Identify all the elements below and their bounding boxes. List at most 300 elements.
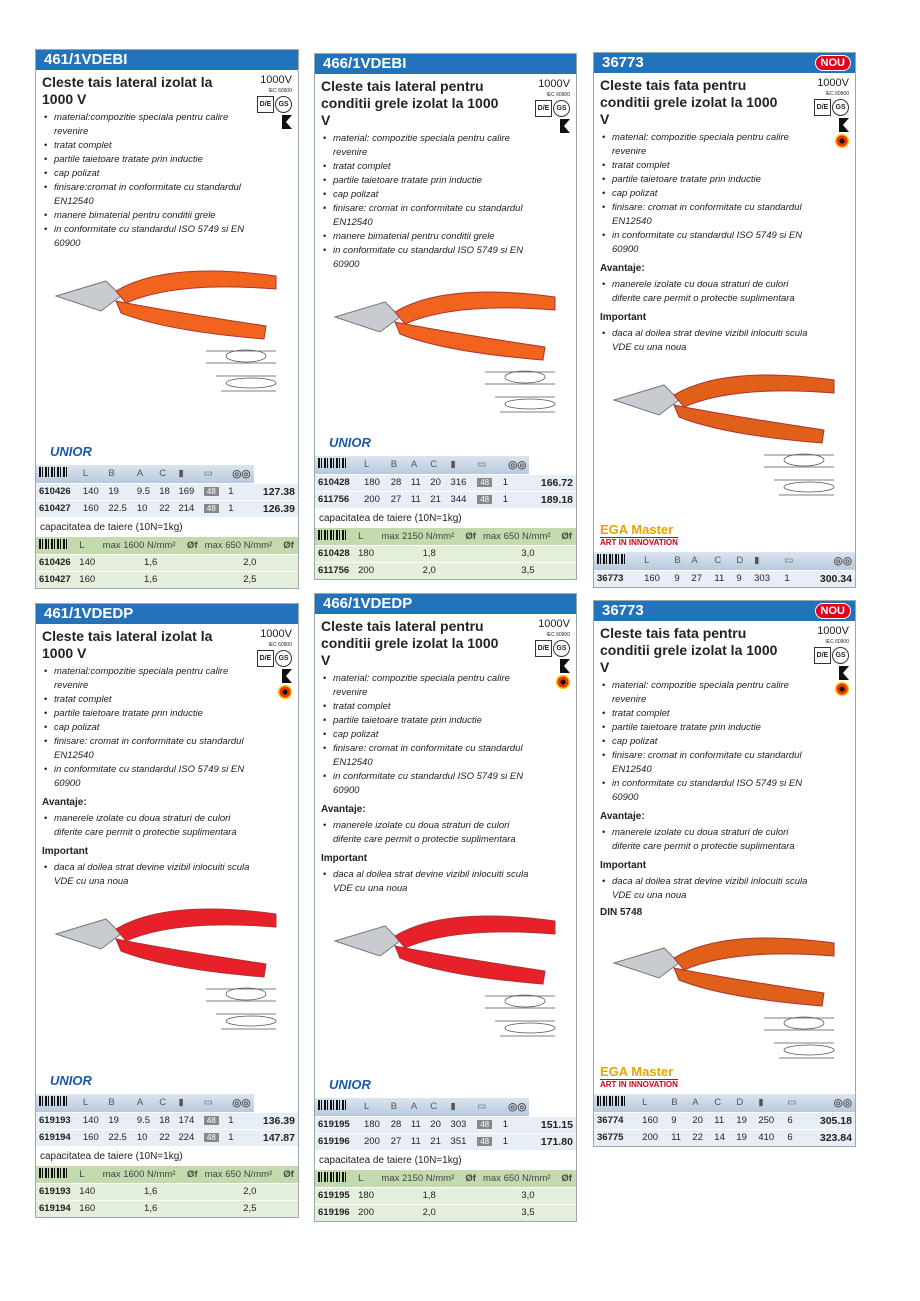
- spec-value: 9.5: [134, 483, 156, 500]
- new-badge: NOU: [815, 55, 851, 71]
- spec-row: [594, 1112, 855, 1129]
- spec-header: L: [639, 1094, 668, 1112]
- price: 323.84: [804, 1129, 855, 1146]
- article-number: 610426: [36, 554, 76, 571]
- weight-icon: ▮: [175, 1094, 200, 1112]
- price-icon: ◎◎: [802, 552, 855, 570]
- product-info: [315, 74, 576, 272]
- feature-item: • tratat complet: [321, 160, 531, 174]
- package-icon: ▭: [784, 1094, 804, 1112]
- unior-logo: UNIOR: [50, 444, 92, 459]
- spec-value: [474, 1133, 500, 1150]
- feature-item: • in conformitate cu standardul ISO 5749 si EN 60900: [321, 244, 531, 272]
- section-heading: Important: [42, 846, 89, 857]
- price: 136.39: [254, 1112, 298, 1129]
- article-number: 611756: [315, 491, 361, 508]
- product-code: 461/1VDEDP: [44, 605, 134, 622]
- hard-wire-diameter: 1,6: [100, 1183, 202, 1200]
- spec-header: B: [105, 1094, 134, 1112]
- cutting-header: max 2150 N/mm²: [378, 528, 462, 545]
- spec-row: [315, 474, 576, 491]
- spec-value: [474, 1116, 500, 1133]
- ega-master-logo: [600, 522, 678, 548]
- hard-wire-diameter: 1,6: [100, 554, 202, 571]
- spec-value: 28: [388, 474, 408, 491]
- spec-value: 11: [711, 1112, 733, 1129]
- feature-item: • in conformitate cu standardul ISO 5749 si EN 60900: [321, 770, 531, 798]
- barcode-icon: [315, 1170, 355, 1187]
- spec-value: 6: [784, 1112, 804, 1129]
- spec-value: [201, 500, 225, 517]
- certification-icons: [252, 74, 292, 129]
- article-number: 619194: [36, 1200, 76, 1217]
- feature-item: • partile taietoare tratate prin inductie: [42, 707, 252, 721]
- spec-value: 18: [156, 1112, 175, 1129]
- cutting-header: max 650 N/mm²: [202, 537, 281, 554]
- spec-value: 19: [733, 1129, 755, 1146]
- product-image: [594, 355, 855, 552]
- barcode-icon: [597, 554, 625, 564]
- cutting-table: [315, 528, 576, 579]
- product-code: 466/1VDEBI: [323, 55, 407, 72]
- barcode-icon: [36, 1094, 80, 1112]
- vde-gs-icons: [257, 96, 292, 113]
- spec-value: 9: [671, 570, 688, 587]
- ega-tagline: ART IN INNOVATION: [600, 1080, 678, 1089]
- spec-value: 22: [156, 1129, 175, 1146]
- cutting-capacity-label: capacitatea de taiere (10N=1kg): [40, 522, 183, 533]
- price: 305.18: [804, 1112, 855, 1129]
- barcode-icon: [318, 1100, 346, 1110]
- product-header: [594, 53, 855, 73]
- feature-item: • material: compozitie speciala pentru calire revenire: [600, 131, 810, 159]
- feature-item: • finisare:cromat in conformitate cu standardul EN12540: [42, 181, 252, 209]
- feature-item: • tratat complet: [42, 693, 252, 707]
- section-list: [321, 868, 531, 896]
- feature-item: • cap polizat: [321, 188, 531, 202]
- unior-logo: UNIOR: [329, 435, 371, 450]
- feature-item: • material: compozitie speciala pentru calire revenire: [321, 132, 531, 160]
- product-panel: [593, 52, 856, 588]
- price-icon: ◎◎: [804, 1094, 855, 1112]
- feature-item: • tratat complet: [600, 159, 810, 173]
- feature-item: • partile taietoare tratate prin inductie: [600, 173, 810, 187]
- spec-value: 1: [500, 491, 530, 508]
- spec-row: [36, 1112, 298, 1129]
- vde-icon: D/E: [257, 650, 274, 667]
- spec-header: L: [641, 552, 671, 570]
- product-info: [594, 621, 855, 918]
- vde-gs-icons: [257, 650, 292, 667]
- product-header: [315, 594, 576, 614]
- voltage-rating-icon: 1000V: [538, 618, 570, 630]
- spec-value: 1: [225, 1112, 253, 1129]
- product-header: [594, 601, 855, 621]
- pliers-illustration: [46, 889, 286, 1094]
- price: 127.38: [254, 483, 298, 500]
- pliers-illustration: [325, 272, 565, 456]
- article-number: 610428: [315, 545, 355, 562]
- spec-row: [36, 500, 298, 517]
- gs-icon: GS: [553, 640, 570, 657]
- spec-value: 1: [225, 1129, 253, 1146]
- gs-icon: GS: [275, 650, 292, 667]
- spec-header: B: [388, 1098, 408, 1116]
- spec-value: 180: [361, 1116, 388, 1133]
- section-heading: Avantaje:: [600, 811, 645, 822]
- section-heading: Avantaje:: [42, 797, 87, 808]
- barcode-icon: [36, 465, 80, 483]
- vde-gs-icons: [814, 99, 849, 116]
- section-list: [42, 861, 252, 889]
- spec-value: 200: [361, 1133, 388, 1150]
- spec-header: L: [80, 1094, 105, 1112]
- german-flag-icon: [556, 675, 570, 689]
- spec-value: 22.5: [105, 1129, 134, 1146]
- spec-value: 1: [225, 500, 253, 517]
- cutting-header-row: [36, 537, 298, 554]
- box-quantity-badge: 48: [204, 487, 219, 496]
- cutting-capacity-label: capacitatea de taiere (10N=1kg): [40, 1151, 183, 1162]
- section-item: • daca al doilea strat devine vizibil inlocuiti scula VDE cu una noua: [600, 875, 810, 903]
- length-value: 160: [76, 1200, 99, 1217]
- spec-header: L: [80, 465, 105, 483]
- feature-item: • tratat complet: [600, 707, 810, 721]
- vde-icon: D/E: [257, 96, 274, 113]
- soft-wire-diameter: 3,5: [480, 1204, 576, 1221]
- spec-value: 10: [134, 1129, 156, 1146]
- cutting-row: [315, 1204, 576, 1221]
- product-info: [36, 70, 298, 251]
- soft-wire-diameter: 3,0: [480, 1187, 576, 1204]
- spec-value: 140: [80, 483, 105, 500]
- spec-value: 200: [361, 491, 388, 508]
- standard-label: IEC 60900: [825, 91, 849, 97]
- soft-wire-diameter: 2,5: [202, 571, 298, 588]
- cutting-header: Øf: [462, 1170, 480, 1187]
- section-item: • manerele izolate cu doua straturi de culori diferite care permit o protectie suplimentara: [600, 278, 810, 306]
- weight-icon: ▮: [448, 456, 475, 474]
- feature-list: [321, 132, 531, 272]
- spec-value: 11: [668, 1129, 689, 1146]
- cutting-header-row: [315, 1170, 576, 1187]
- spec-value: 21: [427, 491, 447, 508]
- product-code: 466/1VDEDP: [323, 595, 413, 612]
- article-number: 619193: [36, 1112, 80, 1129]
- spec-value: 224: [175, 1129, 200, 1146]
- product-info: [594, 73, 855, 355]
- weight-icon: ▮: [175, 465, 200, 483]
- spec-value: 160: [639, 1112, 668, 1129]
- certification-icons: [809, 77, 849, 148]
- hard-wire-diameter: 2,0: [378, 562, 480, 579]
- length-value: 140: [76, 554, 99, 571]
- feature-list: [42, 111, 252, 251]
- spec-value: 6: [784, 1129, 804, 1146]
- spec-header: A: [688, 552, 711, 570]
- spec-value: 20: [427, 1116, 447, 1133]
- cutting-table: [36, 1166, 298, 1217]
- cutting-header: max 650 N/mm²: [480, 1170, 558, 1187]
- section-heading: Avantaje:: [321, 804, 366, 815]
- spec-value: 9.5: [134, 1112, 156, 1129]
- feature-item: • finisare: cromat in conformitate cu standardul EN12540: [600, 749, 810, 777]
- feature-list: [321, 672, 531, 798]
- standard-label: IEC 60900: [268, 642, 292, 648]
- vde-icon: D/E: [814, 99, 831, 116]
- spec-value: 21: [427, 1133, 447, 1150]
- cutting-header: Øf: [184, 537, 202, 554]
- standard-label: IEC 60900: [546, 632, 570, 638]
- feature-item: • manere bimaterial pentru conditii grele: [321, 230, 531, 244]
- feature-item: • material:compozitie speciala pentru calire revenire: [42, 111, 252, 139]
- cutting-header: max 650 N/mm²: [202, 1166, 281, 1183]
- ega-tagline: ART IN INNOVATION: [600, 538, 678, 547]
- barcode-icon: [39, 1096, 67, 1106]
- certification-icons: [809, 625, 849, 696]
- k-mark-icon: [839, 666, 849, 680]
- cutting-row: [36, 554, 298, 571]
- vde-gs-icons: [535, 640, 570, 657]
- section-item: • manerele izolate cu doua straturi de culori diferite care permit o protectie suplimentara: [321, 819, 531, 847]
- feature-item: • material: compozitie speciala pentru calire revenire: [600, 679, 810, 707]
- spec-header: C: [156, 1094, 175, 1112]
- article-number: 611756: [315, 562, 355, 579]
- section-item: • daca al doilea strat devine vizibil inlocuiti scula VDE cu una noua: [42, 861, 252, 889]
- feature-list: [600, 131, 810, 257]
- soft-wire-diameter: 3,5: [480, 562, 576, 579]
- certification-icons: [252, 628, 292, 699]
- barcode-icon: [36, 537, 76, 554]
- feature-item: • partile taietoare tratate prin inductie: [321, 174, 531, 188]
- hard-wire-diameter: 1,8: [378, 1187, 480, 1204]
- german-flag-icon: [835, 682, 849, 696]
- cutting-header: Øf: [184, 1166, 202, 1183]
- barcode-icon: [597, 1096, 625, 1106]
- feature-item: • finisare: cromat in conformitate cu standardul EN12540: [42, 735, 252, 763]
- ega-master-logo: [600, 1064, 678, 1090]
- feature-item: • partile taietoare tratate prin inductie: [321, 714, 531, 728]
- price-icon: ◎◎: [225, 1094, 253, 1112]
- barcode-icon: [315, 528, 355, 545]
- gs-icon: GS: [832, 99, 849, 116]
- box-quantity-badge: 48: [477, 1137, 492, 1146]
- package-icon: ▭: [474, 456, 500, 474]
- spec-value: 11: [408, 491, 427, 508]
- box-quantity-badge: 48: [477, 478, 492, 487]
- section-heading: Avantaje:: [600, 263, 645, 274]
- cutting-capacity-label: capacitatea de taiere (10N=1kg): [319, 1155, 462, 1166]
- spec-value: 1: [500, 1133, 530, 1150]
- feature-item: • finisare: cromat in conformitate cu standardul EN12540: [321, 202, 531, 230]
- ega-brand: EGA Master: [600, 1064, 674, 1079]
- ega-brand: EGA Master: [600, 522, 674, 537]
- spec-header-row: [315, 456, 576, 474]
- section-item: • manerele izolate cu doua straturi de culori diferite care permit o protectie suplimentara: [600, 826, 810, 854]
- feature-item: • in conformitate cu standardul ISO 5749 si EN 60900: [42, 763, 252, 791]
- article-number: 610427: [36, 571, 76, 588]
- spec-value: 9: [668, 1112, 689, 1129]
- k-mark-icon: [560, 119, 570, 133]
- weight-icon: ▮: [755, 1094, 784, 1112]
- article-number: 619193: [36, 1183, 76, 1200]
- product-title: Cleste tais lateral pentru conditii grele izolat la 1000 V: [321, 78, 499, 128]
- package-icon: ▭: [781, 552, 802, 570]
- spec-value: 10: [134, 500, 156, 517]
- feature-item: • manere bimaterial pentru conditii grele: [42, 209, 252, 223]
- standard-note: DIN 5748: [600, 907, 643, 918]
- feature-item: • finisare: cromat in conformitate cu standardul EN12540: [321, 742, 531, 770]
- hard-wire-diameter: 1,8: [378, 545, 480, 562]
- spec-header: L: [361, 456, 388, 474]
- cutting-table: [315, 1170, 576, 1221]
- feature-item: • cap polizat: [42, 721, 252, 735]
- spec-value: 180: [361, 474, 388, 491]
- spec-header: A: [134, 465, 156, 483]
- feature-item: • material:compozitie speciala pentru calire revenire: [42, 665, 252, 693]
- spec-value: 20: [427, 474, 447, 491]
- cutting-header: L: [76, 1166, 99, 1183]
- box-quantity-badge: 48: [204, 504, 219, 513]
- product-title: Cleste tais lateral izolat la 1000 V: [42, 74, 213, 107]
- product-header: [315, 54, 576, 74]
- spec-value: 140: [80, 1112, 105, 1129]
- spec-value: 250: [755, 1112, 784, 1129]
- pliers-illustration: [325, 896, 565, 1098]
- barcode-icon: [39, 467, 67, 477]
- spec-value: 11: [408, 1116, 427, 1133]
- spec-header-row: [594, 552, 855, 570]
- section-item: • daca al doilea strat devine vizibil inlocuiti scula VDE cu una noua: [600, 327, 810, 355]
- feature-item: • in conformitate cu standardul ISO 5749 si EN 60900: [42, 223, 252, 251]
- barcode-icon: [36, 1166, 76, 1183]
- section-item: • manerele izolate cu doua straturi de culori diferite care permit o protectie suplimentara: [42, 812, 252, 840]
- hard-wire-diameter: 1,6: [100, 571, 202, 588]
- section-list: [600, 278, 810, 306]
- voltage-rating-icon: 1000V: [817, 77, 849, 89]
- cutting-row: [315, 562, 576, 579]
- spec-header: C: [711, 552, 733, 570]
- cutting-row: [36, 1200, 298, 1217]
- feature-item: • cap polizat: [600, 187, 810, 201]
- length-value: 200: [355, 1204, 378, 1221]
- price: 147.87: [254, 1129, 298, 1146]
- article-number: 610426: [36, 483, 80, 500]
- vde-icon: D/E: [535, 640, 552, 657]
- unior-logo: UNIOR: [329, 1077, 371, 1092]
- spec-row: [315, 1116, 576, 1133]
- length-value: 180: [355, 545, 378, 562]
- article-number: 610428: [315, 474, 361, 491]
- cutting-header: L: [76, 537, 99, 554]
- k-mark-icon: [560, 659, 570, 673]
- spec-header: B: [105, 465, 134, 483]
- product-image: [594, 918, 855, 1094]
- spec-value: 351: [448, 1133, 475, 1150]
- spec-header: B: [388, 456, 408, 474]
- barcode-icon: [315, 1098, 361, 1116]
- spec-value: 200: [639, 1129, 668, 1146]
- price-icon: ◎◎: [500, 1098, 530, 1116]
- spec-value: 174: [175, 1112, 200, 1129]
- article-number: 619196: [315, 1133, 361, 1150]
- feature-item: • partile taietoare tratate prin inductie: [600, 721, 810, 735]
- barcode-icon: [318, 458, 346, 468]
- spec-value: 303: [751, 570, 781, 587]
- spec-header: D: [733, 552, 751, 570]
- spec-value: [201, 1112, 225, 1129]
- section-item: • daca al doilea strat devine vizibil inlocuiti scula VDE cu una noua: [321, 868, 531, 896]
- feature-list: [600, 679, 810, 805]
- unior-logo: UNIOR: [50, 1073, 92, 1088]
- spec-table: [594, 552, 855, 587]
- product-code: 36773: [602, 54, 644, 71]
- spec-value: 1: [781, 570, 802, 587]
- product-image: [315, 896, 576, 1098]
- spec-row: [594, 570, 855, 587]
- cutting-capacity-label: capacitatea de taiere (10N=1kg): [319, 513, 462, 524]
- soft-wire-diameter: 2,0: [202, 554, 298, 571]
- spec-header: A: [689, 1094, 711, 1112]
- price: 189.18: [529, 491, 576, 508]
- article-number: 610427: [36, 500, 80, 517]
- cutting-header-row: [36, 1166, 298, 1183]
- product-code: 36773: [602, 602, 644, 619]
- feature-item: • tratat complet: [42, 139, 252, 153]
- spec-value: 1: [225, 483, 253, 500]
- spec-header: B: [671, 552, 688, 570]
- spec-row: [36, 483, 298, 500]
- price-icon: ◎◎: [225, 465, 253, 483]
- product-panel: [35, 603, 299, 1218]
- spec-value: 20: [689, 1112, 711, 1129]
- article-number: 619195: [315, 1116, 361, 1133]
- length-value: 160: [76, 571, 99, 588]
- article-number: 36774: [594, 1112, 639, 1129]
- spec-header: C: [156, 465, 175, 483]
- voltage-rating-icon: 1000V: [260, 74, 292, 86]
- spec-table: [315, 1098, 576, 1150]
- feature-item: • in conformitate cu standardul ISO 5749 si EN 60900: [600, 229, 810, 257]
- spec-value: 27: [388, 1133, 408, 1150]
- article-number: 36773: [594, 570, 641, 587]
- cutting-header: Øf: [558, 1170, 576, 1187]
- new-badge: NOU: [815, 603, 851, 619]
- spec-row: [315, 491, 576, 508]
- spec-value: 22: [689, 1129, 711, 1146]
- spec-header: C: [427, 1098, 447, 1116]
- barcode-icon: [315, 456, 361, 474]
- feature-list: [42, 665, 252, 791]
- product-header: [36, 604, 298, 624]
- article-number: 36775: [594, 1129, 639, 1146]
- box-quantity-badge: 48: [204, 1116, 219, 1125]
- box-quantity-badge: 48: [477, 1120, 492, 1129]
- standard-label: IEC 60900: [825, 639, 849, 645]
- spec-value: 18: [156, 483, 175, 500]
- spec-table: [36, 465, 298, 517]
- vde-gs-icons: [535, 100, 570, 117]
- article-number: 619195: [315, 1187, 355, 1204]
- spec-header-row: [594, 1094, 855, 1112]
- spec-value: [474, 491, 500, 508]
- cutting-table: [36, 537, 298, 588]
- voltage-rating-icon: 1000V: [538, 78, 570, 90]
- spec-value: 14: [711, 1129, 733, 1146]
- cutting-header: max 650 N/mm²: [480, 528, 558, 545]
- spec-value: 11: [408, 474, 427, 491]
- feature-item: • in conformitate cu standardul ISO 5749 si EN 60900: [600, 777, 810, 805]
